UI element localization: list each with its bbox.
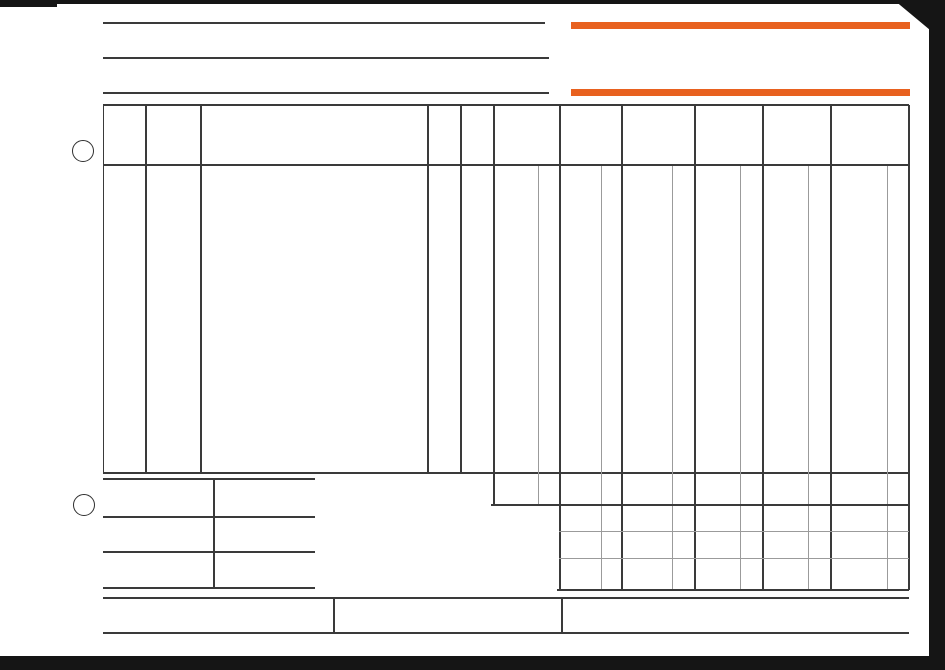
punch-hole-bottom bbox=[73, 494, 95, 516]
punch-hole-top bbox=[72, 140, 94, 162]
summary-line-bottom bbox=[103, 587, 315, 589]
header-bottom-line bbox=[103, 92, 549, 94]
page-edge-bottom bbox=[0, 656, 945, 670]
col-line-hours bbox=[460, 105, 462, 473]
footer-top-line bbox=[103, 597, 909, 599]
page-edge-right bbox=[929, 0, 945, 670]
table-headrow-line bbox=[103, 164, 909, 166]
summary-line-3 bbox=[103, 551, 315, 553]
col-line-receipt bbox=[493, 105, 495, 505]
accent-bar-bottom bbox=[571, 89, 910, 96]
accent-bar-top bbox=[571, 22, 910, 29]
grand-totals-bottom-line bbox=[491, 504, 909, 507]
col-line-extra bbox=[830, 105, 832, 590]
page-edge-top-left bbox=[0, 0, 57, 7]
col-line-purpose bbox=[427, 105, 429, 473]
col-line-startend bbox=[200, 105, 202, 473]
col-line-date bbox=[145, 105, 147, 473]
page-edge-top bbox=[0, 0, 945, 4]
sub-line-extra bbox=[808, 166, 809, 590]
sub-line-lodging bbox=[601, 166, 602, 590]
name-line bbox=[103, 22, 545, 24]
from-to-line bbox=[103, 57, 549, 59]
table-top-line bbox=[103, 104, 909, 106]
footer-divider-2 bbox=[561, 597, 563, 633]
table-bottom-line bbox=[103, 472, 909, 475]
summary-divider bbox=[213, 478, 215, 588]
vat-grid-bottom-line bbox=[557, 589, 909, 591]
vat-grid-line2 bbox=[559, 558, 909, 559]
table-right-border bbox=[908, 105, 910, 590]
summary-line-2 bbox=[103, 516, 315, 518]
vat-grid-line1 bbox=[559, 531, 909, 532]
col-line-meals bbox=[559, 105, 561, 590]
summary-line-top bbox=[103, 478, 315, 480]
sub-line-misc bbox=[740, 166, 741, 590]
table-left-border bbox=[103, 105, 104, 473]
sub-line-meals bbox=[538, 166, 539, 505]
footer-bottom-line bbox=[103, 632, 909, 634]
col-line-misc bbox=[762, 105, 764, 590]
sub-line-travel bbox=[672, 166, 673, 590]
col-line-lodging bbox=[621, 105, 623, 590]
col-line-travel bbox=[694, 105, 696, 590]
sub-line-total bbox=[887, 166, 888, 590]
footer-divider-1 bbox=[333, 597, 335, 633]
